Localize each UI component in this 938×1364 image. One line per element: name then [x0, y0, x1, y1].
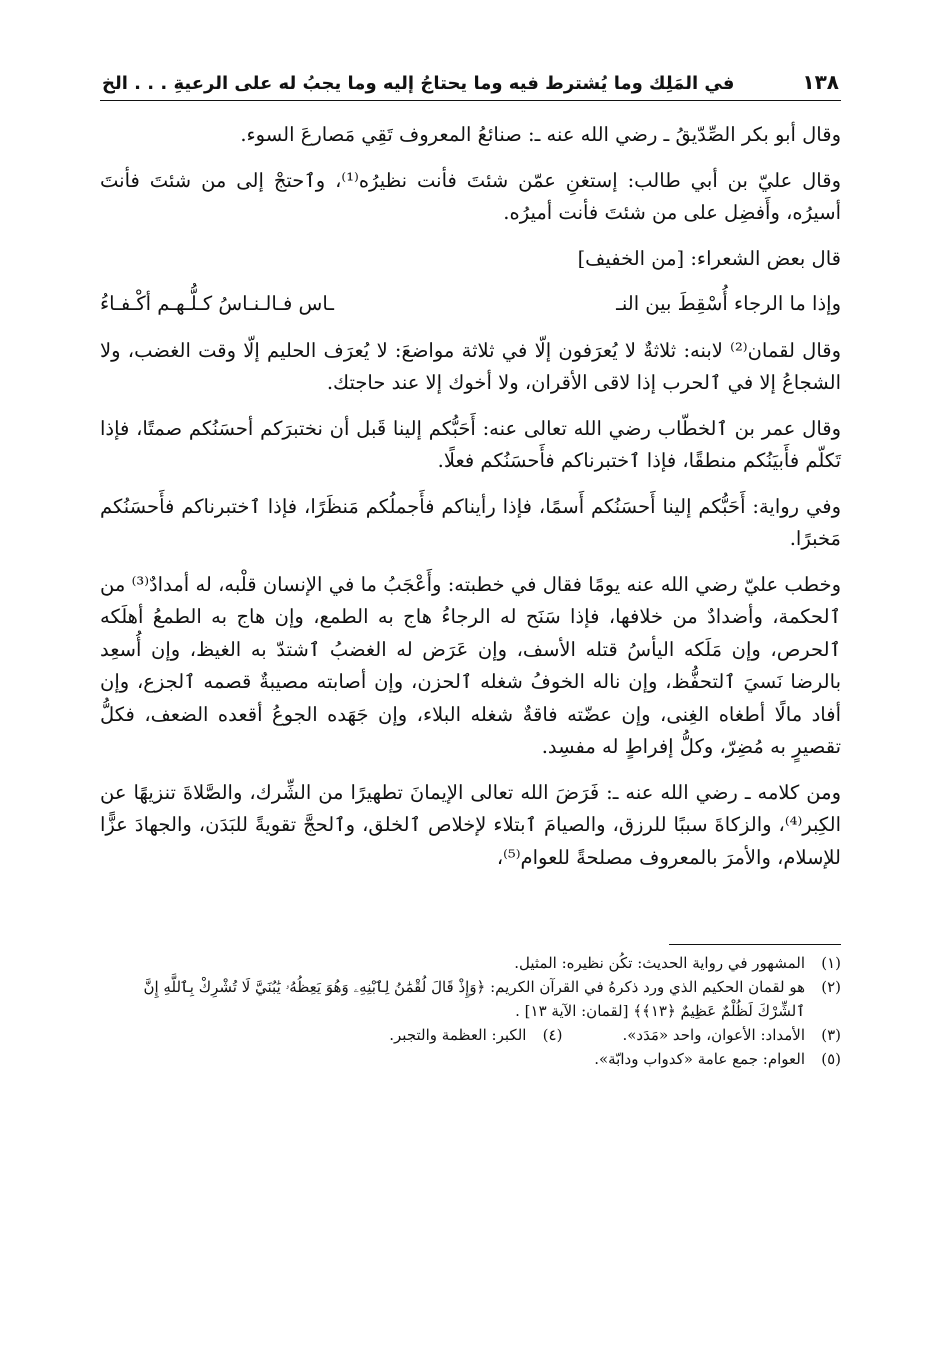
- paragraph-ali-sayings: ومن كلامه ـ رضي الله عنه ـ: فَرَضَ الله تعالى الإيمانَ تطهيرًا من الشِّرك، والصَّلاةَ تنزيهًا عن الكِبر⁽⁴⁾، والزكاةَ سببًا للرزق، والصيامَ ٱبتلاء لإخلاص ٱلخلق، وٱلحجَّ تقويةً للبَدَن، والجهادَ عزًّا للإسلام، والأمرَ بالمعروف مصلحةً للعوام⁽⁵⁾،: [100, 780, 841, 869]
- footnote-5: [100, 1047, 841, 1071]
- footnote-divider: [669, 944, 841, 945]
- footnote-number: (٤): [542, 1026, 563, 1044]
- main-text: [100, 119, 841, 874]
- footnote-text: العوام: جمع عامة «كدواب ودابّة».: [594, 1050, 805, 1068]
- footnote-4: [389, 1023, 562, 1047]
- paragraph-poet-intro: قال بعض الشعراء: [من الخفيف]: [577, 246, 841, 270]
- paragraph-umar: وقال عمر بن ٱلخطّاب رضي الله تعالى عنه: أَحَبُّكم إلينا قَبل أن نختبرَكم أحسَنُكم صمتًا، فإذا تَكلّم فأَبيَنُكم منطقًا، فإذا ٱختبرناكم فأَحسَنُكم فعلًا.: [100, 416, 841, 472]
- page: [100, 70, 841, 1364]
- footnote-text: الأمداد: الأعوان، واحد «مَدَد».: [622, 1026, 805, 1044]
- paragraph-ali-quote: وقال عليّ بن أبي طالب: إستغنِ عمّن شئتَ فأنت نظيرُه⁽¹⁾، وٱحتجْ إلى من شئتَ فأنتَ أسيرُه، وأَفضِل على من شئتَ فأنت أميرُه.: [100, 168, 841, 224]
- footnote-row-3-4: [100, 1023, 841, 1047]
- paragraph-riwaya: وفي رواية: أَحَبُّكم إلينا أَحسَنُكم أَسمًا، فإذا رأيناكم فأَجملُكم مَنظَرًا، فإذا ٱختبرناكم فأَحسَنُكم مَخبرًا.: [100, 494, 841, 550]
- footnote-text: المشهور في رواية الحديث: تكُن نظيره: المثيل.: [514, 954, 805, 972]
- verse-second-hemistich: ـاس فـالـنـاسُ كـلُّـهـم أكْـفـاءُ: [100, 292, 334, 315]
- footnote-text: الكبر: العظمة والتجبر.: [389, 1026, 527, 1044]
- footnotes: [100, 951, 841, 1071]
- footnote-number: (١): [821, 954, 841, 972]
- footnote-number: (٣): [821, 1026, 841, 1044]
- footnote-3: [622, 1023, 841, 1047]
- running-header: [100, 70, 841, 101]
- paragraph-ali-sermon: وخطب عليّ رضي الله عنه يومًا فقال في خطبته: وأَعْجَبُ ما في الإنسان قلْبه، له أمدادٌ⁽³⁾ من ٱلحكمة، وأضدادٌ من خلافها، فإذا سَنَح له الرجاءُ هاج به الطمع، وإن هاج به الطمعُ أهلَكه ٱلحرص، وإن مَلَكه اليأسُ قتله الأسف، وإن عَرَض له الغضبُ ٱشتدّ به الغيظ، وإن أُسعِد بالرضا نَسيَ ٱلتحفُّظ، وإن ناله الخوفُ شغله ٱلحزن، وإن أصابته مصيبةٌ قصمه ٱلجزع، وإن أفاد مالًا أطغاه الغِنى، وإن عضّته فاقةٌ شغله البلاء، وإن جَهَده الجوعُ أقعده الضعف، فكلُّ تقصيرٍ به مُضِرّ، وكلُّ إفراطٍ له مفسِد.: [100, 572, 841, 758]
- footnote-number: (٢): [821, 978, 841, 996]
- paragraph-abu-bakr: وقال أبو بكر الصِّدّيقُ ـ رضي الله عنه ـ: صنائعُ المعروف تَقِي مَصارعَ السوء.: [240, 123, 841, 146]
- running-title: في المَلِك وما يُشترط فيه وما يحتاجُ إليه وما يجبُ له على الرعيةِ . . . الخ: [102, 73, 735, 94]
- footnote-text: هو لقمان الحكيم الذي ورد ذكرهُ في القرآن الكريم: ﴿وَإِذْ قَالَ لُقْمَٰنُ لِٱبْنِهِۦ وَهُوَ يَعِظُهُۥ يَٰبُنَيَّ لَا تُشْرِكْ بِٱللَّهِ إِنَّ ٱلشِّرْكَ لَظُلْمٌ عَظِيمٌ ﴿١٣﴾﴾ [لقمان: الآية ١٣] .: [143, 978, 805, 1020]
- footnote-1: [100, 951, 841, 975]
- poetry-verse: [100, 288, 841, 321]
- footnote-number: (٥): [821, 1050, 841, 1068]
- footnote-2: [100, 975, 841, 1023]
- page-number: ١٣٨: [802, 70, 839, 94]
- verse-first-hemistich: وإذا ما الرجاء أُسْقِطَ بين النـ: [616, 292, 841, 315]
- paragraph-luqman: وقال لقمان⁽²⁾ لابنه: ثلاثةٌ لا يُعرَفون إلّا في ثلاثة مواضعَ: لا يُعرَف الحليم إلّا وقت الغضب، ولا الشجاعُ إلا في ٱلحرب إذا لاقى الأقران، ولا أخوك إلا عند حاجتك.: [100, 338, 841, 394]
